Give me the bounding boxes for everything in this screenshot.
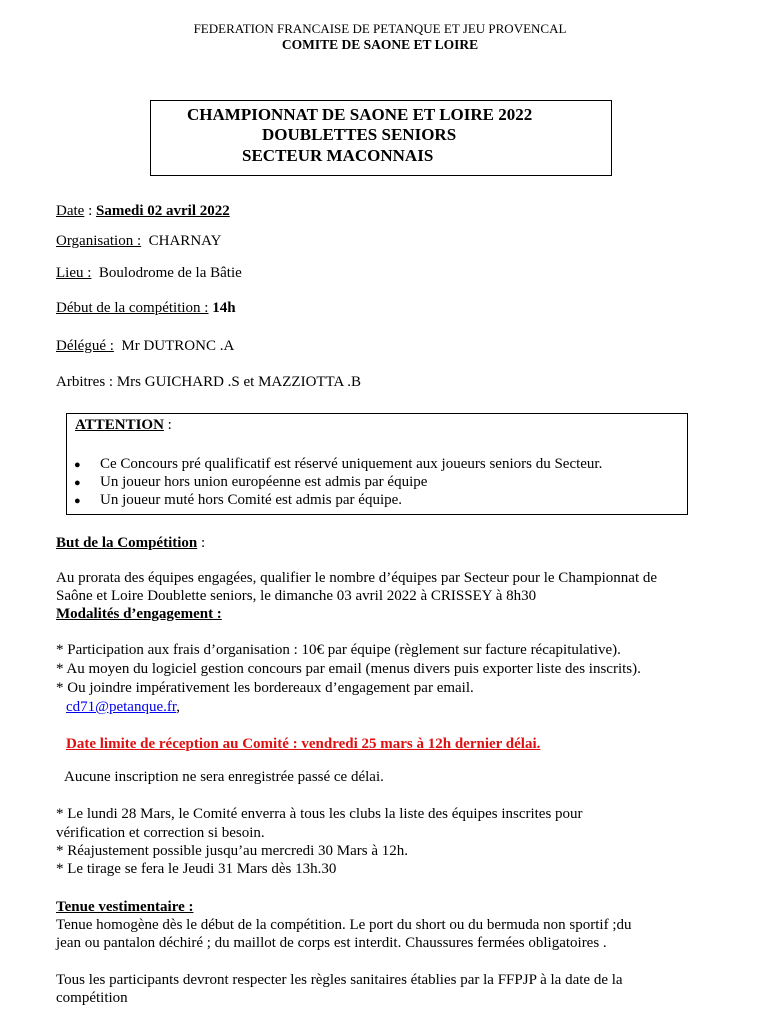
attention-item: Un joueur muté hors Comité est admis par équipe.: [100, 492, 403, 508]
delegue-line: [56, 338, 234, 355]
email-suffix: ,: [176, 699, 181, 715]
organisation-value: CHARNAY: [148, 233, 222, 249]
note-line: * Le lundi 28 Mars, le Comité enverra à tous les clubs la liste des équipes inscrites pour: [56, 806, 583, 822]
note-line: vérification et correction si besoin.: [56, 825, 265, 841]
email-link[interactable]: cd71@petanque.fr: [66, 699, 177, 715]
note-line: * Réajustement possible jusqu’au mercredi 30 Mars à 12h.: [56, 843, 409, 859]
title-line-2: DOUBLETTES SENIORS: [262, 125, 457, 144]
attention-heading: [75, 417, 172, 434]
delegue-label: Délégué :: [56, 338, 114, 354]
but-text-2: Saône et Loire Doublette seniors, le dimanche 03 avril 2022 à CRISSEY à 8h30: [56, 588, 537, 604]
modalites-line: * Au moyen du logiciel gestion concours par email (menus divers puis exporter liste des inscrits).: [56, 661, 641, 677]
date-sep: :: [84, 203, 96, 219]
attention-item: Un joueur hors union européenne est admis par équipe: [100, 474, 428, 490]
email-line: [66, 699, 180, 716]
title-box: [150, 100, 612, 176]
but-heading-label: But de la Compétition: [56, 535, 198, 551]
debut-label: Début de la compétition :: [56, 300, 209, 316]
bullet-icon: ●: [74, 495, 81, 507]
but-heading: [56, 535, 205, 552]
sanitaire-line-2: compétition: [56, 990, 128, 1006]
title-line-3: SECTEUR MACONNAIS: [242, 146, 434, 165]
lieu-value: Boulodrome de la Bâtie: [98, 265, 242, 281]
modalites-line: * Participation aux frais d’organisation : 10€ par équipe (règlement sur facture récapitulative).: [56, 642, 621, 658]
tenue-heading: Tenue vestimentaire :: [56, 899, 194, 915]
federation-header: FEDERATION FRANCAISE DE PETANQUE ET JEU PROVENCAL: [193, 21, 567, 36]
organisation-line: [56, 233, 221, 250]
arbitres-line: Arbitres : Mrs GUICHARD .S et MAZZIOTTA .B: [56, 374, 362, 390]
debut-line: [56, 300, 236, 317]
sanitaire-line-1: Tous les participants devront respecter les règles sanitaires établies par la FFPJP à la date de la: [56, 972, 623, 988]
lieu-label: Lieu :: [56, 265, 92, 281]
attention-colon: :: [163, 417, 172, 433]
modalites-line: * Ou joindre impérativement les bordereaux d’engagement par email.: [56, 680, 474, 696]
tenue-line-2: jean ou pantalon déchiré ; du maillot de corps est interdit. Chaussures fermées obligatoires .: [56, 935, 607, 951]
bullet-icon: ●: [74, 477, 81, 489]
date-line: [56, 203, 230, 220]
title-line-1: CHAMPIONNAT DE SAONE ET LOIRE 2022: [187, 105, 533, 124]
attention-item: Ce Concours pré qualificatif est réservé uniquement aux joueurs seniors du Secteur.: [100, 456, 603, 472]
bullet-icon: ●: [74, 459, 81, 471]
debut-value: 14h: [212, 300, 236, 316]
but-heading-colon: :: [197, 535, 206, 551]
note-line: * Le tirage se fera le Jeudi 31 Mars dès 13h.30: [56, 861, 337, 877]
date-label: Date: [56, 203, 85, 219]
modalites-heading: Modalités d’engagement :: [56, 606, 222, 622]
deadline-notice: Date limite de réception au Comité : vendredi 25 mars à 12h dernier délai.: [66, 736, 541, 752]
date-value: Samedi 02 avril 2022: [96, 203, 230, 219]
tenue-line-1: Tenue homogène dès le début de la compétition. Le port du short ou du bermuda non sportif ;du: [56, 917, 632, 933]
attention-label: ATTENTION: [75, 417, 164, 433]
but-text-1: Au prorata des équipes engagées, qualifier le nombre d’équipes par Secteur pour le Championnat de: [56, 570, 658, 586]
comite-header: COMITE DE SAONE ET LOIRE: [281, 37, 479, 52]
organisation-label: Organisation :: [56, 233, 142, 249]
lieu-line: [56, 265, 242, 282]
delegue-value: Mr DUTRONC .A: [121, 338, 235, 354]
aucune-inscription: Aucune inscription ne sera enregistrée passé ce délai.: [64, 769, 384, 785]
